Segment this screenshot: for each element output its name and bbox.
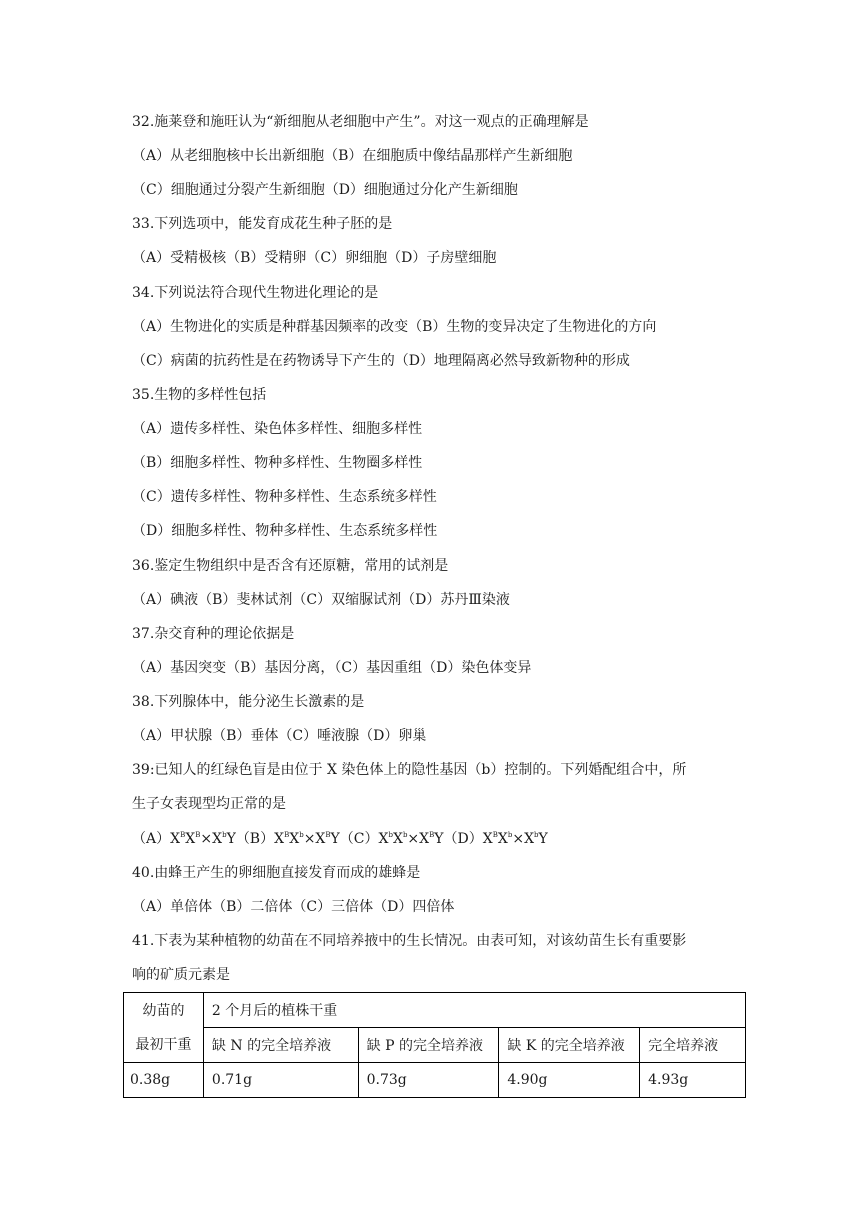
question-40-stem: 40.由蜂王产生的卵细胞直接发育而成的雄蜂是	[132, 865, 421, 881]
option-a-label: （A）	[132, 831, 171, 847]
question-36-options: （A）碘液（B）斐林试剂（C）双缩脲试剂（D）苏丹Ⅲ染液	[132, 592, 510, 608]
question-33-options: （A）受精极核（B）受精卵（C）卵细胞（D）子房壁细胞	[132, 250, 497, 266]
value-complete: 4.93g	[640, 1063, 746, 1098]
question-35-option-b: （B）细胞多样性、物种多样性、生物圈多样性	[132, 455, 423, 471]
question-32-options-cd: （C）细胞通过分裂产生新细胞（D）细胞通过分化产生新细胞	[132, 182, 518, 198]
genotype-b: $X^BX^b\times X^BY$	[274, 831, 340, 847]
question-40-options: （A）单倍体（B）二倍体（C）三倍体（D）四倍体	[132, 899, 455, 915]
question-34-options-cd: （C）病菌的抗药性是在药物诱导下产生的（D）地理隔离必然导致新物种的形成	[132, 353, 630, 369]
genotype-a: $X^BX^B\times X^bY$	[170, 831, 236, 847]
initial-weight-header: 幼苗的 最初干重	[124, 993, 204, 1063]
question-39-stem-line1: 39:已知人的红绿色盲是由位于 X 染色体上的隐性基因（b）控制的。下列婚配组合中，所	[132, 762, 687, 778]
question-41-stem-line2: 响的矿质元素是	[132, 967, 230, 983]
subheader-no-k: 缺 K 的完全培养液	[499, 1028, 640, 1063]
question-34-stem: 34.下列说法符合现代生物进化理论的是	[132, 285, 379, 301]
subheader-no-p: 缺 P 的完全培养液	[358, 1028, 499, 1063]
question-35-option-c: （C）遗传多样性、物种多样性、生态系统多样性	[132, 489, 437, 505]
question-33-stem: 33.下列选项中，能发育成花生种子胚的是	[132, 216, 393, 232]
genotype-c: $X^bX^b\times X^BY$	[378, 831, 444, 847]
table-row	[124, 1063, 746, 1098]
question-34-options-ab: （A）生物进化的实质是种群基因频率的改变（B）生物的变异决定了生物进化的方向	[132, 319, 657, 335]
question-35-option-a: （A）遗传多样性、染色体多样性、细胞多样性	[132, 421, 423, 437]
value-no-p: 0.73g	[358, 1063, 499, 1098]
option-c-label: （C）	[339, 831, 379, 847]
question-35-stem: 35.生物的多样性包括	[132, 387, 267, 403]
question-32-options-ab: （A）从老细胞核中长出新细胞（B）在细胞质中像结晶那样产生新细胞	[132, 148, 573, 164]
question-35-option-d: （D）细胞多样性、物种多样性、生态系统多样性	[132, 523, 438, 539]
option-d-label: （D）	[443, 831, 483, 847]
subheader-no-n: 缺 N 的完全培养液	[203, 1028, 358, 1063]
growth-data-table	[123, 992, 746, 1098]
question-37-options: （A）基因突变（B）基因分离，（C）基因重组（D）染色体变异	[132, 660, 532, 676]
question-38-stem: 38.下列腺体中，能分泌生长激素的是	[132, 694, 365, 710]
question-32-stem: 32.施莱登和施旺认为“新细胞从老细胞中产生”。对这一观点的正确理解是	[132, 114, 589, 130]
question-39-options	[132, 829, 548, 849]
dry-weight-group-header: 2 个月后的植株干重	[203, 993, 745, 1028]
value-no-n: 0.71g	[203, 1063, 358, 1098]
genotype-d: $X^BX^b\times X^bY$	[482, 831, 548, 847]
question-38-options: （A）甲状腺（B）垂体（C）唾液腺（D）卵巢	[132, 728, 427, 744]
option-b-label: （B）	[235, 831, 275, 847]
subheader-complete: 完全培养液	[640, 1028, 746, 1063]
question-39-stem-line2: 生子女表现型均正常的是	[132, 796, 286, 812]
value-no-k: 4.90g	[499, 1063, 640, 1098]
question-36-stem: 36.鉴定生物组织中是否含有还原糖，常用的试剂是	[132, 558, 449, 574]
value-initial: 0.38g	[124, 1063, 204, 1098]
question-41-stem-line1: 41.下表为某种植物的幼苗在不同培养掖中的生长情况。由表可知，对该幼苗生长有重要影	[132, 933, 687, 949]
question-37-stem: 37.杂交育种的理论依据是	[132, 626, 295, 642]
